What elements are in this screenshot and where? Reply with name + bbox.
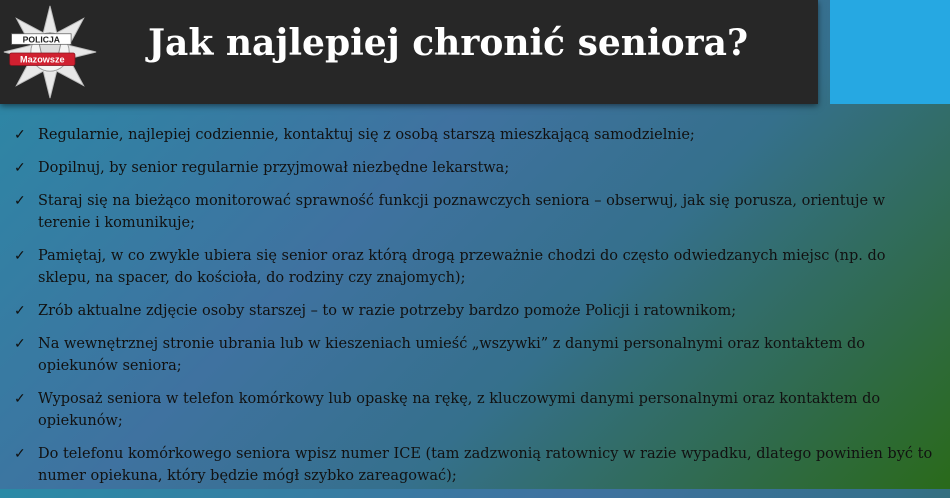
- check-icon: ✓: [14, 193, 26, 209]
- check-icon: ✓: [14, 248, 26, 264]
- list-item: [14, 245, 934, 289]
- check-icon: ✓: [14, 127, 26, 143]
- tip-text: Na wewnętrznej stronie ubrania lub w kieszeniach umieść „wszywki” z danymi personalnymi oraz kontaktem do opiekunów seniora;: [38, 336, 865, 374]
- check-icon: ✓: [14, 303, 26, 319]
- list-item: [14, 443, 934, 487]
- check-icon: ✓: [14, 160, 26, 176]
- tip-text: Zrób aktualne zdjęcie osoby starszej – to w razie potrzeby bardzo pomoże Policji i ratownikom;: [38, 303, 737, 319]
- logo-top-text: POLICJA: [22, 34, 61, 45]
- check-icon: ✓: [14, 391, 26, 407]
- tip-text: Do telefonu komórkowego seniora wpisz numer ICE (tam zadzwonią ratownicy w razie wypadku, dlatego powinien być to numer opiekuna, który będzie mógł szybko zareagować);: [38, 446, 933, 484]
- tip-text: Regularnie, najlepiej codziennie, kontaktuj się z osobą starszą mieszkającą samodzielnie;: [38, 127, 695, 143]
- check-icon: ✓: [14, 446, 26, 462]
- header-bar: [0, 0, 818, 104]
- list-item: [14, 388, 934, 432]
- tips-list: [14, 124, 934, 498]
- tip-text: Staraj się na bieżąco monitorować sprawność funkcji poznawczych seniora – obserwuj, jak się porusza, orientuje w terenie i komunikuje;: [38, 193, 886, 231]
- list-item: [14, 300, 934, 322]
- police-star-logo: [2, 4, 98, 100]
- accent-block: [830, 0, 950, 104]
- list-item: [14, 190, 934, 234]
- tip-text: Pamiętaj, w co zwykle ubiera się senior oraz którą drogą przeważnie chodzi do często odwiedzanych miejsc (np. do sklepu, na spacer, do kościoła, do rodziny czy znajomych);: [38, 248, 886, 286]
- tip-text: Wyposaż seniora w telefon komórkowy lub opaskę na rękę, z kluczowymi danymi personalnymi oraz kontaktem do opiekunów;: [38, 391, 881, 429]
- tip-text: Dopilnuj, by senior regularnie przyjmował niezbędne lekarstwa;: [38, 160, 510, 176]
- page-title: Jak najlepiej chronić seniora?: [148, 22, 749, 64]
- list-item: [14, 124, 934, 146]
- check-icon: ✓: [14, 336, 26, 352]
- logo-bottom-text: Mazowsze: [20, 54, 65, 65]
- list-item: [14, 157, 934, 179]
- list-item: [14, 333, 934, 377]
